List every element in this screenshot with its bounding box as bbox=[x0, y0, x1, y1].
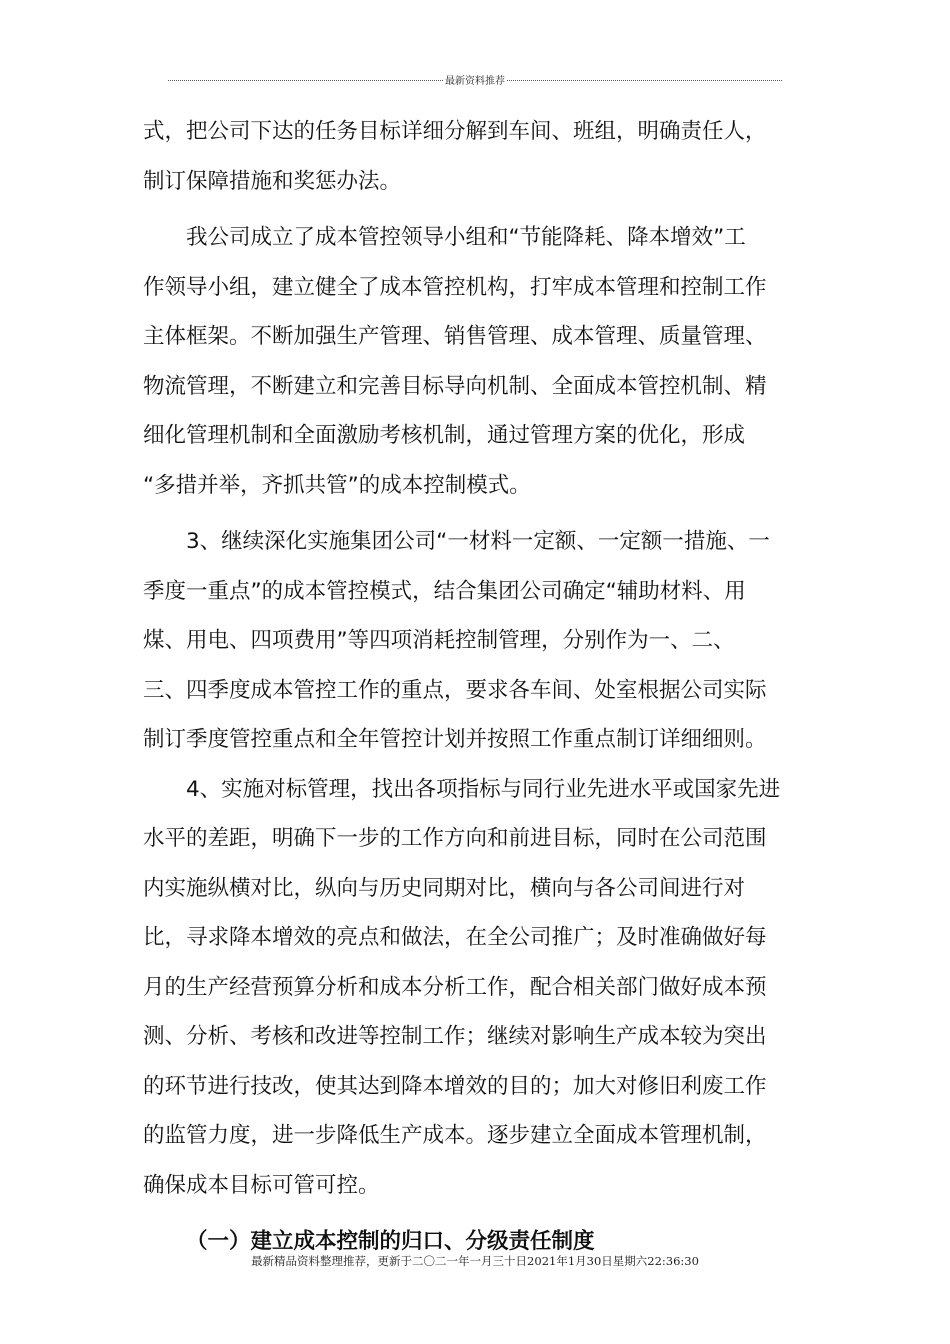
text-line: 煤、用电、四项费用”等四项消耗控制管理，分别作为一、二、 bbox=[143, 628, 735, 653]
page-header bbox=[168, 72, 782, 87]
header-dotted-rule-left bbox=[168, 80, 443, 81]
paragraph-cost-control-group bbox=[143, 213, 811, 510]
text-line: 制订保障措施和奖惩办法。 bbox=[143, 168, 402, 194]
text-line: 的环节进行技改，使其达到降本增效的目的；加大对修旧利废工作 bbox=[143, 1073, 767, 1099]
text-line: 3、继续深化实施集团公司“一材料一定额、一定额一措施、一 bbox=[186, 529, 770, 554]
text-line: 确保成本目标可管可控。 bbox=[143, 1172, 380, 1198]
text-line: 测、分析、考核和改进等控制工作；继续对影响生产成本较为突出 bbox=[143, 1024, 767, 1049]
text-line: 物流管理，不断建立和完善目标导向机制、全面成本管控机制、精 bbox=[143, 373, 767, 399]
text-line: 内实施纵横对比，纵向与历史同期对比，横向与各公司间进行对 bbox=[143, 875, 746, 901]
header-text: 最新资料推荐 bbox=[445, 76, 505, 87]
text-line: 三、四季度成本管控工作的重点，要求各车间、处室根据公司实际 bbox=[143, 677, 767, 703]
text-line: 水平的差距，明确下一步的工作方向和前进目标，同时在公司范围 bbox=[143, 826, 767, 851]
text-line: 4、实施对标管理，找出各项指标与同行业先进水平或国家先进 bbox=[186, 776, 781, 802]
paragraph-item-4 bbox=[143, 765, 811, 1211]
paragraph-continued bbox=[143, 107, 811, 206]
section-heading: （一）建立成本控制的归口、分级责任制度 bbox=[186, 1229, 595, 1254]
header-dotted-rule-right bbox=[507, 80, 782, 81]
text-line: 制订季度管控重点和全年管控计划并按照工作重点制订详细细则。 bbox=[143, 727, 767, 752]
text-line: 月的生产经营预算分析和成本分析工作，配合相关部门做好成本预 bbox=[143, 974, 767, 1000]
document-body bbox=[143, 107, 811, 1267]
text-line: 主体框架。不断加强生产管理、销售管理、成本管理、质量管理、 bbox=[143, 324, 767, 349]
text-line: 细化管理机制和全面激励考核机制，通过管理方案的优化，形成 bbox=[143, 423, 746, 448]
text-line: 作领导小组，建立健全了成本管控机构，打牢成本管理和控制工作 bbox=[143, 274, 767, 300]
text-line: 的监管力度，进一步降低生产成本。逐步建立全面成本管理机制， bbox=[143, 1123, 767, 1148]
page-footer: 最新精品资料整理推荐，更新于二〇二一年一月三十日2021年1月30日星期六22:36:30 bbox=[251, 1254, 699, 1268]
text-line: “多措并举，齐抓共管”的成本控制模式。 bbox=[143, 472, 531, 498]
text-line: 我公司成立了成本管控领导小组和“节能降耗、降本增效”工 bbox=[186, 225, 746, 250]
text-line: 季度一重点”的成本管控模式，结合集团公司确定“辅助材料、用 bbox=[143, 578, 746, 604]
paragraph-item-3 bbox=[143, 517, 811, 765]
text-line: 式，把公司下达的任务目标详细分解到车间、班组，明确责任人， bbox=[143, 119, 767, 144]
text-line: 比，寻求降本增效的亮点和做法，在全公司推广；及时准确做好每 bbox=[143, 925, 767, 950]
